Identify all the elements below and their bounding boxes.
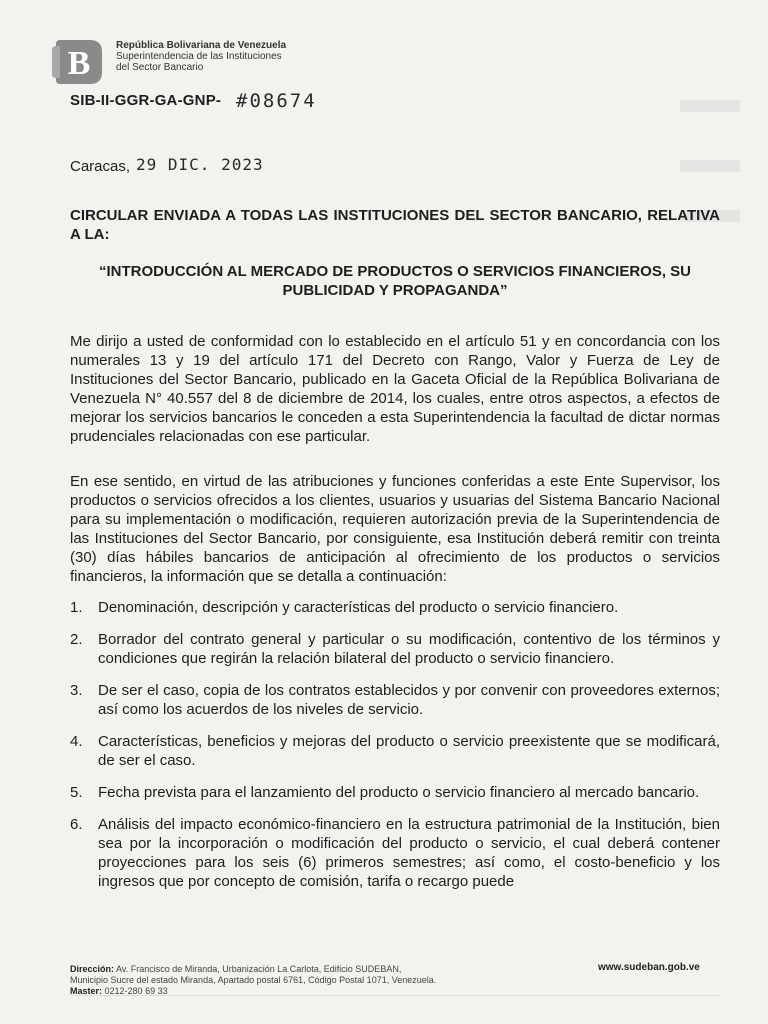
list-item-text: Borrador del contrato general y particular o su modificación, contentivo de los términos y condiciones que regirán la relación bilateral del producto o servicio financiero. bbox=[98, 631, 720, 667]
list-item bbox=[70, 598, 720, 617]
list-item-text: Fecha prevista para el lanzamiento del producto o servicio financiero al mercado bancario. bbox=[98, 784, 700, 801]
sudeban-logo-icon bbox=[50, 36, 108, 88]
agency-name-line1: Superintendencia de las Instituciones bbox=[116, 51, 282, 62]
reference-code: SIB-II-GGR-GA-GNP- bbox=[70, 92, 222, 109]
address-label: Dirección: bbox=[70, 964, 115, 974]
svg-text:B: B bbox=[67, 45, 91, 82]
paragraph-requirements: En ese sentido, en virtud de las atribuciones y funciones conferidas a este Ente Supervisor, los productos o servicios ofrecidos a los clientes, usuarios y usuarias del Sistema Bancario Nacional para su implementación o modificación, requieren autorización previa de la Superintendencia de las Instituciones del Sector Bancario, por consiguiente, esa Institución deberá remitir con treinta (30) días hábiles bancarios de anticipación al ofrecimiento de los productos o servicios financieros, la información que se detalla a continuación: bbox=[70, 473, 720, 585]
reference-number-stamp: #08674 bbox=[236, 90, 317, 112]
phone-number: 0212-280 69 33 bbox=[104, 986, 168, 996]
list-item-text: De ser el caso, copia de los contratos establecidos y por convenir con proveedores externos; así como los acuerdos de los niveles de servicio. bbox=[98, 682, 720, 718]
list-item-number: 2. bbox=[70, 631, 83, 648]
dateline-place: Caracas, bbox=[70, 158, 131, 175]
agency-name-line2: del Sector Bancario bbox=[116, 62, 204, 73]
address-line1: Av. Francisco de Miranda, Urbanización La Carlota, Edificio SUDEBAN, bbox=[116, 964, 402, 974]
website-link[interactable]: www.sudeban.gob.ve bbox=[598, 962, 700, 973]
list-item-text: Denominación, descripción y características del producto o servicio financiero. bbox=[98, 599, 619, 616]
paragraph-legal-basis: Me dirijo a usted de conformidad con lo establecido en el artículo 51 y en concordancia con los numerales 13 y 19 del artículo 171 del Decreto con Rango, Valor y Fuerza de Ley de Instituciones del Sector Bancario, publicado en la Gaceta Oficial de la República Bolivariana de Venezuela N° 40.557 del 8 de diciembre de 2014, los cuales, entre otros aspectos, a efectos de mejorar los servicios bancarios le conceden a esta Superintendencia la facultad de dictar normas prudenciales relacionadas con ese particular. bbox=[70, 333, 720, 445]
requirements-list bbox=[70, 598, 720, 904]
list-item-number: 1. bbox=[70, 599, 83, 616]
list-item-text: Análisis del impacto económico-financiero en la estructura patrimonial de la Institución, bien sea por la incorporación o modificación del producto o servicio, el cual deberá contener proyecciones para los seis (6) primeros semestres; así como, el costo-beneficio y los ingresos que por concepto de comisión, tarifa o recargo puede bbox=[98, 816, 720, 890]
date-stamp: 29 DIC. 2023 bbox=[136, 155, 264, 174]
list-item bbox=[70, 783, 720, 802]
republic-name: República Bolivariana de Venezuela bbox=[116, 40, 287, 51]
circular-subtitle: “INTRODUCCIÓN AL MERCADO DE PRODUCTOS O SERVICIOS FINANCIEROS, SU PUBLICIDAD Y PROPAGANDA” bbox=[99, 263, 691, 299]
phone-label: Master: bbox=[70, 986, 103, 996]
list-item-number: 5. bbox=[70, 784, 83, 801]
list-item-text: Características, beneficios y mejoras del producto o servicio preexistente que se modificará, de ser el caso. bbox=[98, 733, 720, 769]
institution-name bbox=[116, 40, 286, 73]
list-item bbox=[70, 681, 720, 719]
list-item bbox=[70, 732, 720, 770]
list-item bbox=[70, 630, 720, 668]
list-item bbox=[70, 815, 720, 891]
list-item-number: 6. bbox=[70, 816, 83, 833]
footer-divider bbox=[70, 995, 720, 996]
list-item-number: 3. bbox=[70, 682, 83, 699]
list-item-number: 4. bbox=[70, 733, 83, 750]
address-line2: Municipio Sucre del estado Miranda, Apartado postal 6761, Código Postal 1071, Venezuela. bbox=[70, 975, 437, 985]
circular-title: CIRCULAR ENVIADA A TODAS LAS INSTITUCIONES DEL SECTOR BANCARIO, RELATIVA A LA: bbox=[70, 207, 720, 243]
footer-address bbox=[70, 964, 436, 997]
sudeban-logo bbox=[50, 36, 108, 88]
